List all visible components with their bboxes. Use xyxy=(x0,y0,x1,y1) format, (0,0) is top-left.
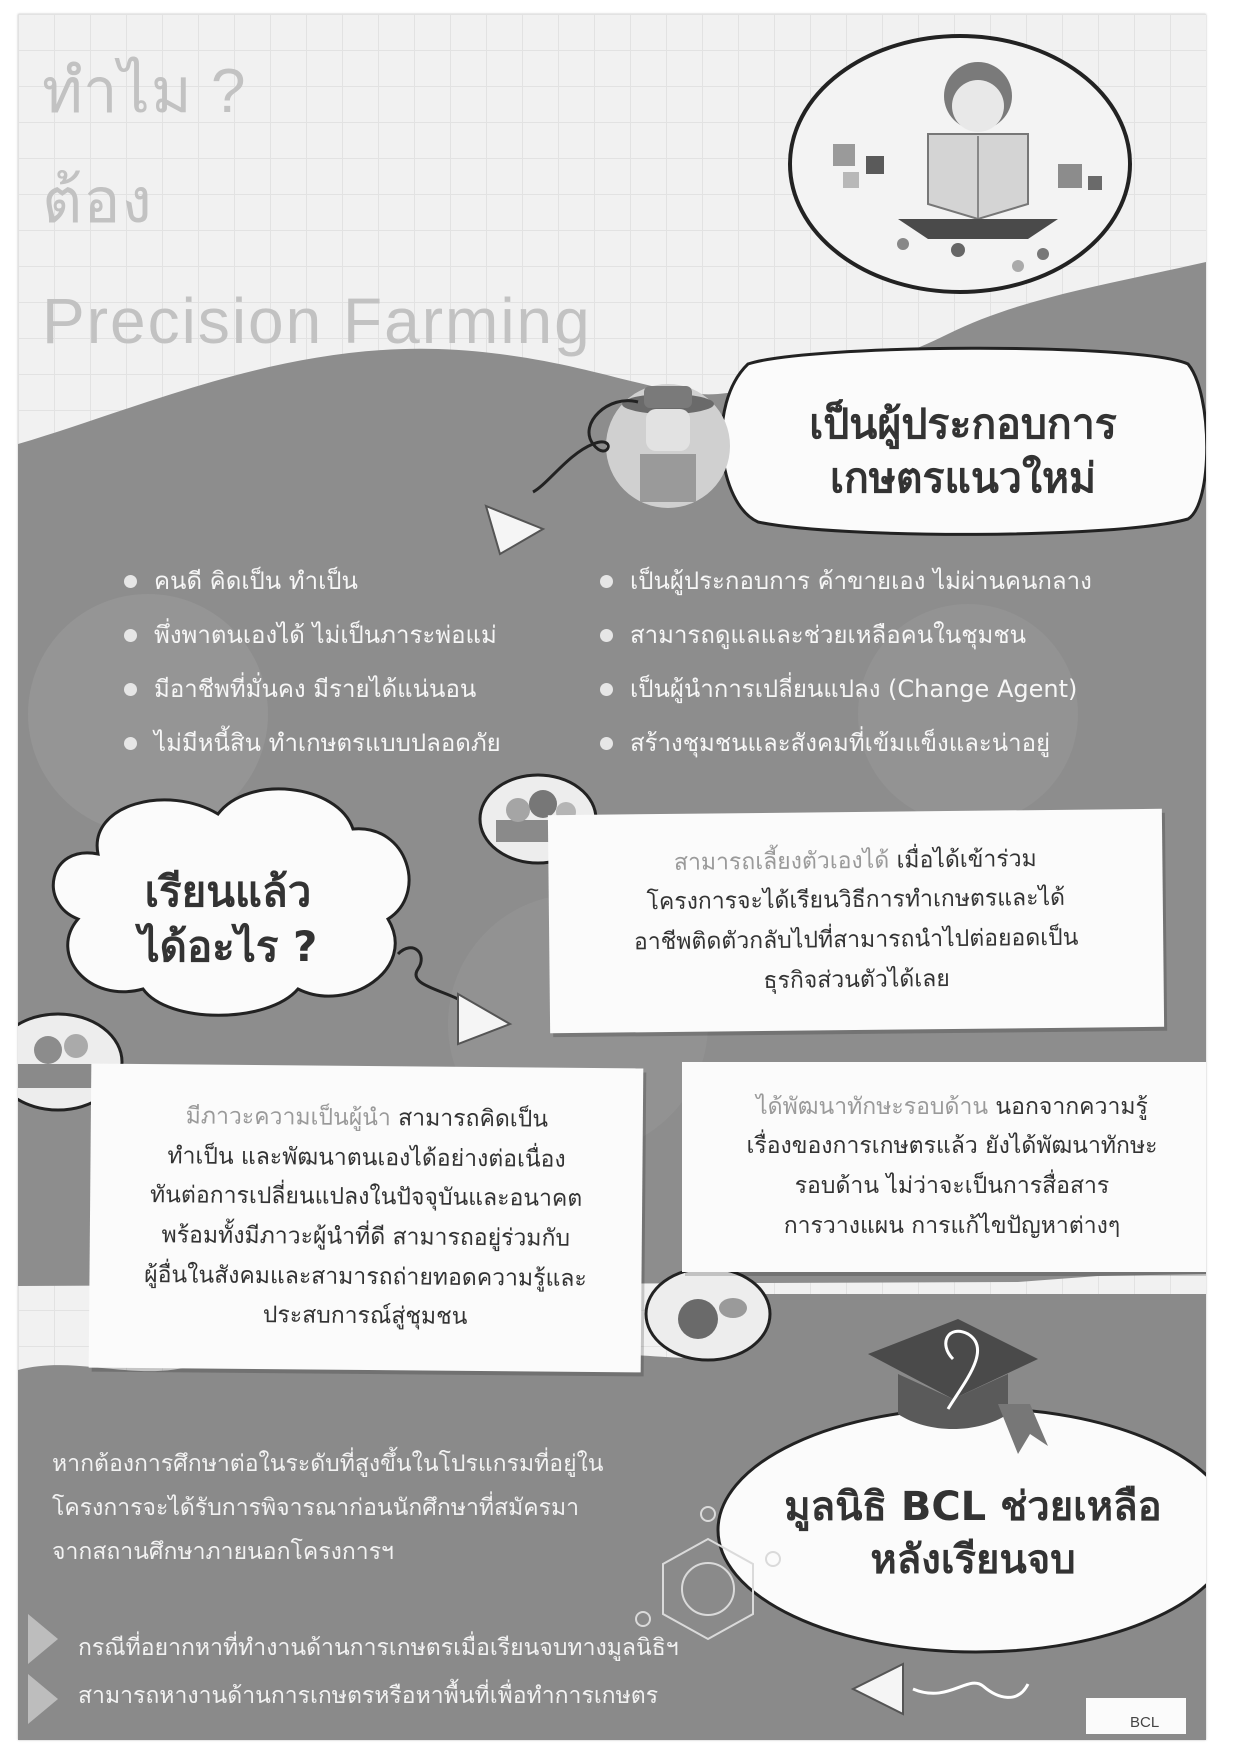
paragraph-line: หากต้องการศึกษาต่อในระดับที่สูงขึ้นในโปรแกรมที่อยู่ใน xyxy=(52,1451,604,1477)
self-support-card xyxy=(548,809,1164,1033)
list-item: เป็นผู้ประกอบการ ค้าขายเอง ไม่ผ่านคนกลาง xyxy=(600,554,1092,608)
card-text: ธุรกิจส่วนตัวได้เลย xyxy=(763,965,950,994)
learn-heading-line-2: ได้อะไร ? xyxy=(138,922,318,971)
poster-page xyxy=(18,14,1206,1740)
further-study-paragraph xyxy=(52,1442,604,1574)
skills-card xyxy=(682,1062,1206,1272)
paragraph-line: โครงการจะได้รับการพิจารณาก่อนนักศึกษาที่สมัครมา xyxy=(52,1495,580,1521)
farmer-heading xyxy=(728,376,1198,526)
help-heading xyxy=(730,1454,1206,1614)
list-item: สร้างชุมชนและสังคมที่เข้มแข็งและน่าอยู่ xyxy=(600,716,1092,770)
list-item: ไม่มีหนี้สิน ทำเกษตรแบบปลอดภัย xyxy=(124,716,501,770)
benefits-left-list xyxy=(124,554,501,770)
paragraph-line: กรณีที่อยากหาที่ทำงานด้านการเกษตรเมื่อเรียนจบทางมูลนิธิฯ xyxy=(78,1635,679,1661)
learn-heading xyxy=(58,834,398,1004)
list-item: มีอาชีพที่มั่นคง มีรายได้แน่นอน xyxy=(124,662,501,716)
paragraph-line: จากสถานศึกษาภายนอกโครงการฯ xyxy=(52,1539,394,1565)
reading-child-illustration xyxy=(790,36,1130,292)
title-line-3: Precision Farming xyxy=(42,285,592,357)
bcl-logo xyxy=(1130,1714,1159,1731)
list-item: คนดี คิดเป็น ทำเป็น xyxy=(124,554,501,608)
title-line-2: ต้อง xyxy=(42,167,153,236)
card-text: การวางแผน การแก้ไขปัญหาต่างๆ xyxy=(783,1212,1121,1239)
farmer-avatar-illustration xyxy=(606,384,730,508)
learn-heading-line-1: เรียนแล้ว xyxy=(144,866,312,916)
list-item: เป็นผู้นำการเปลี่ยนแปลง (Change Agent) xyxy=(600,662,1092,716)
benefits-right-list xyxy=(600,554,1092,770)
title-line-1: ทำไม ? xyxy=(42,57,247,126)
paragraph-line: สามารถหางานด้านการเกษตรหรือหาพื้นที่เพื่อทำการเกษตร xyxy=(78,1683,659,1709)
card-text: พร้อมทั้งมีภาวะผู้นำที่ดี สามารถอยู่ร่วมกับ xyxy=(161,1222,571,1252)
card-text: สามารถคิดเป็น xyxy=(390,1105,549,1133)
help-heading-line-1: มูลนิธิ BCL ช่วยเหลือ xyxy=(784,1484,1162,1531)
job-help-paragraph xyxy=(78,1624,679,1720)
card-text: ประสบการณ์สู่ชุมชน xyxy=(262,1302,468,1330)
list-item: สามารถดูแลและช่วยเหลือคนในชุมชน xyxy=(600,608,1092,662)
card-text: อาชีพติดตัวกลับไปที่สามารถนำไปต่อยอดเป็น xyxy=(633,924,1079,956)
card-lead: มีภาวะความเป็นผู้นำ xyxy=(185,1103,391,1132)
card-text: รอบด้าน ไม่ว่าจะเป็นการสื่อสาร xyxy=(794,1173,1110,1199)
logo-text: BCL xyxy=(1130,1714,1160,1731)
leadership-card xyxy=(89,1064,644,1373)
list-item: พึ่งพาตนเองได้ ไม่เป็นภาระพ่อแม่ xyxy=(124,608,501,662)
card-text: เรื่องของการเกษตรแล้ว ยังได้พัฒนาทักษะ xyxy=(746,1133,1158,1160)
card-text: ทันต่อการเปลี่ยนแปลงในปัจจุบันและอนาคต xyxy=(149,1182,583,1213)
card-lead: สามารถเลี้ยงตัวเองได้ xyxy=(673,847,890,876)
fruit-bowl-icon xyxy=(646,1268,770,1360)
card-text: นอกจากความรู้ xyxy=(988,1093,1148,1120)
help-heading-line-2: หลังเรียนจบ xyxy=(870,1537,1076,1583)
card-lead: ได้พัฒนาทักษะรอบด้าน xyxy=(756,1093,989,1120)
card-text: เมื่อได้เข้าร่วม xyxy=(889,846,1037,874)
card-text: ผู้อื่นในสังคมและสามารถถ่ายทอดความรู้และ xyxy=(144,1261,587,1292)
farmer-heading-line-1: เป็นผู้ประกอบการ xyxy=(809,399,1117,448)
card-text: ทำเป็น และพัฒนาตนเองได้อย่างต่อเนื่อง xyxy=(167,1143,566,1173)
card-text: โครงการจะได้เรียนวิธีการทำเกษตรและได้ xyxy=(646,885,1066,916)
farmer-heading-line-2: เกษตรแนวใหม่ xyxy=(829,454,1097,502)
